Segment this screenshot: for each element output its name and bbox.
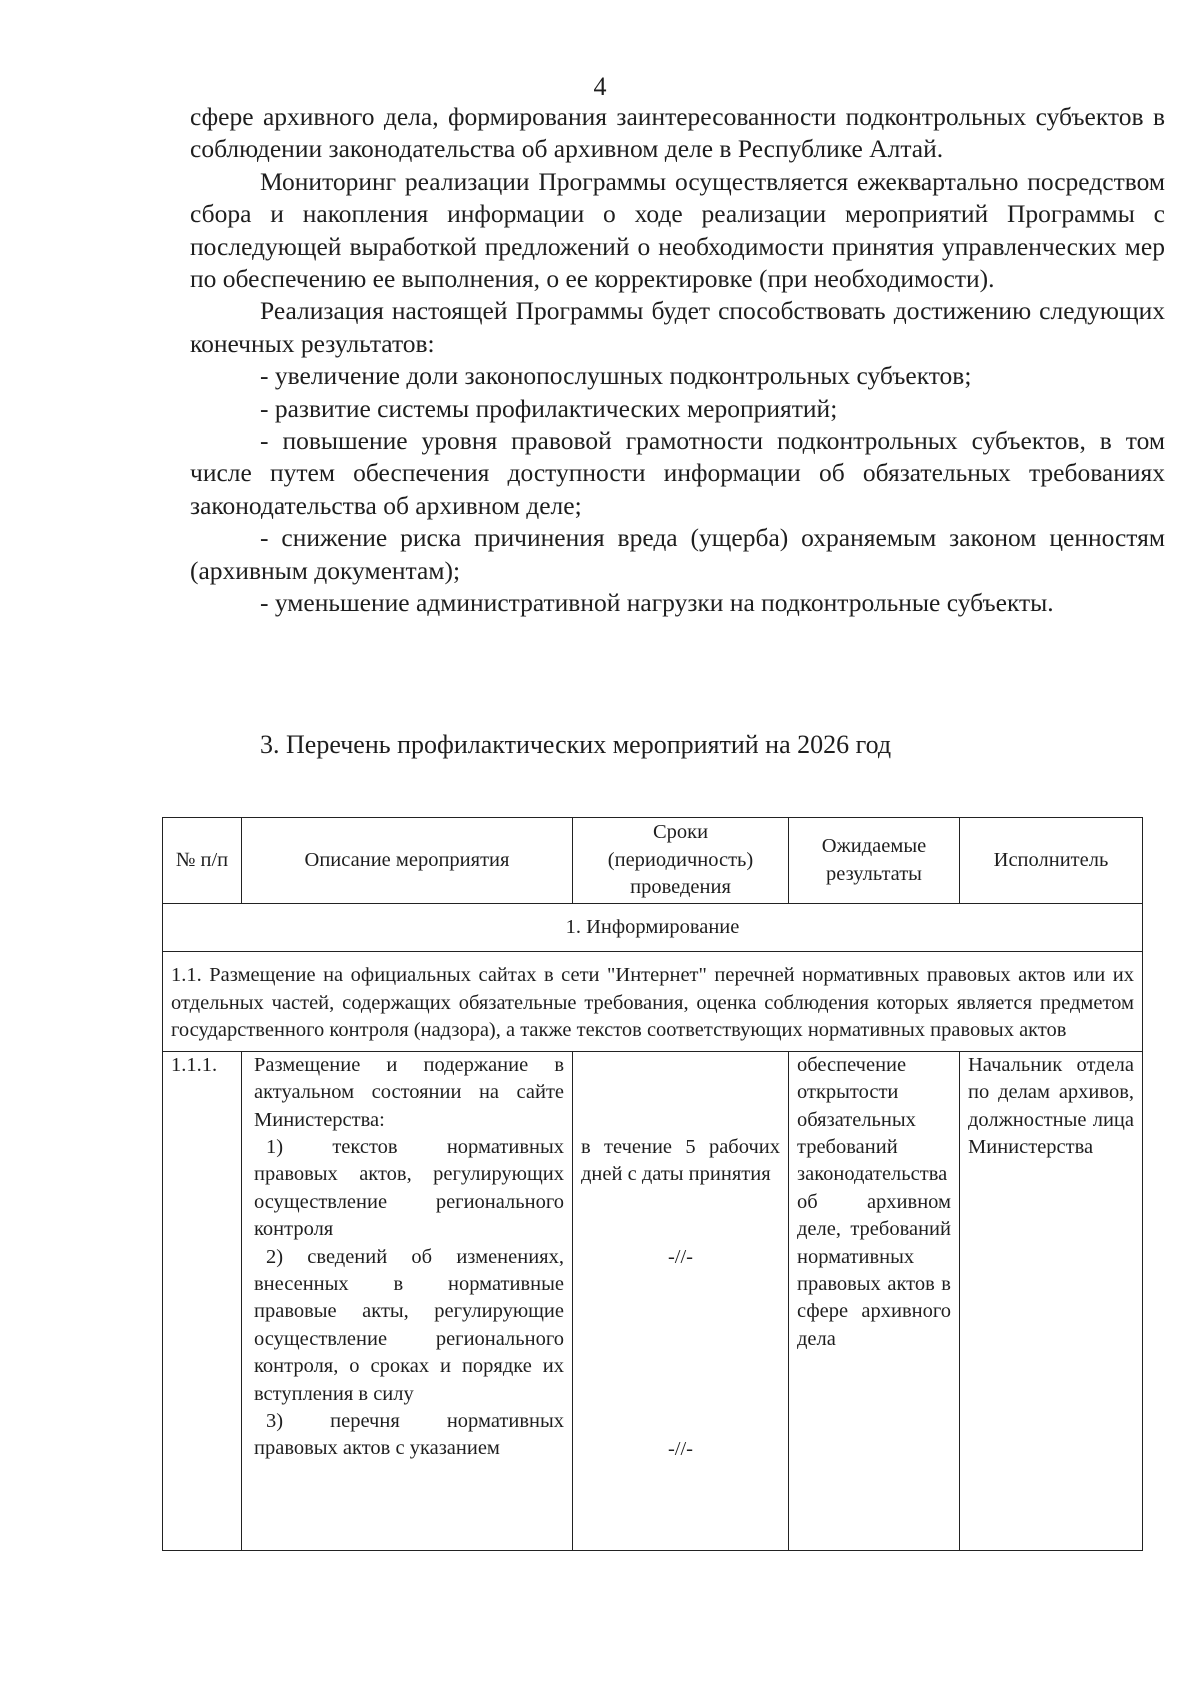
header-num: № п/п: [163, 818, 242, 904]
header-terms: Сроки (периодичность) проведения: [573, 818, 789, 904]
section-row: [163, 904, 1143, 952]
row-description: [242, 1051, 573, 1550]
bullet-item: - снижение риска причинения вреда (ущерба) охраняемым законом ценностям (архивным документам);: [190, 523, 1165, 585]
row-result: обеспечение открытости обязательных требований законодательства об архивном деле, требований нормативных правовых актов в сфере архивного дела: [789, 1051, 960, 1550]
description-item-3: 3) перечня нормативных правовых актов с указанием: [254, 1410, 564, 1460]
bullet-item: - повышение уровня правовой грамотности подконтрольных субъектов, в том числе путем обеспечения доступности информации об обязательных требованиях законодательства об архивном деле;: [190, 426, 1165, 520]
paragraph: Реализация настоящей Программы будет способствовать достижению следующих конечных результатов:: [190, 296, 1165, 358]
header-executor: Исполнитель: [960, 818, 1143, 904]
term-2: -//-: [667, 1245, 694, 1268]
body-text: [190, 101, 1165, 620]
term-3: -//-: [667, 1438, 694, 1460]
description-item-1: 1) текстов нормативных правовых актов, регулирующих осуществление регионального контроля: [254, 1136, 564, 1241]
subsection-row: [163, 952, 1143, 1052]
header-description: Описание мероприятия: [242, 818, 573, 904]
paragraph: сфере архивного дела, формирования заинтересованности подконтрольных субъектов в соблюдении законодательства об архивном деле в Республике Алтай.: [190, 102, 1165, 164]
row-executor: Начальник отдела по делам архивов, должностные лица Министерства: [960, 1051, 1143, 1550]
description-intro: Размещение и подержание в актуальном состоянии на сайте Министерства:: [254, 1053, 564, 1131]
row-terms: [573, 1051, 789, 1550]
section-heading: 1. Информирование: [163, 904, 1143, 952]
bullet-item: - развитие системы профилактических мероприятий;: [260, 393, 838, 423]
table-row: [163, 1051, 1143, 1550]
section-title: 3. Перечень профилактических мероприятий на 2026 год: [260, 730, 892, 759]
description-item-2: 2) сведений об изменениях, внесенных в нормативные правовые акты, регулирующие осуществление регионального контроля, о сроках и порядке их вступления в силу: [254, 1245, 564, 1405]
bullet-item: - уменьшение административной нагрузки на подконтрольные субъекты.: [260, 588, 1054, 618]
bullet-item: - увеличение доли законопослушных подконтрольных субъектов;: [260, 361, 972, 391]
row-number: 1.1.1.: [163, 1051, 242, 1550]
subsection-text: 1.1. Размещение на официальных сайтах в сети "Интернет" перечней нормативных правовых актов или их отдельных частей, содержащих обязательные требования, оценка соблюдения которых является предметом государственного контроля (надзора), а также текстов соответствующих нормативных правовых актов: [163, 952, 1143, 1052]
paragraph: Мониторинг реализации Программы осуществляется ежеквартально посредством сбора и накопления информации о ходе реализации мероприятий Программы с последующей выработкой предложений о необходимости принятия управленческих мер по обеспечению ее выполнения, о ее корректировке (при необходимости).: [190, 166, 1165, 294]
term-1: в течение 5 рабочих дней с даты принятия: [581, 1135, 780, 1186]
header-results: Ожидаемые результаты: [789, 818, 960, 904]
page-number: 4: [593, 72, 607, 101]
table-header-row: [163, 818, 1143, 904]
activities-table: [162, 817, 1143, 1551]
